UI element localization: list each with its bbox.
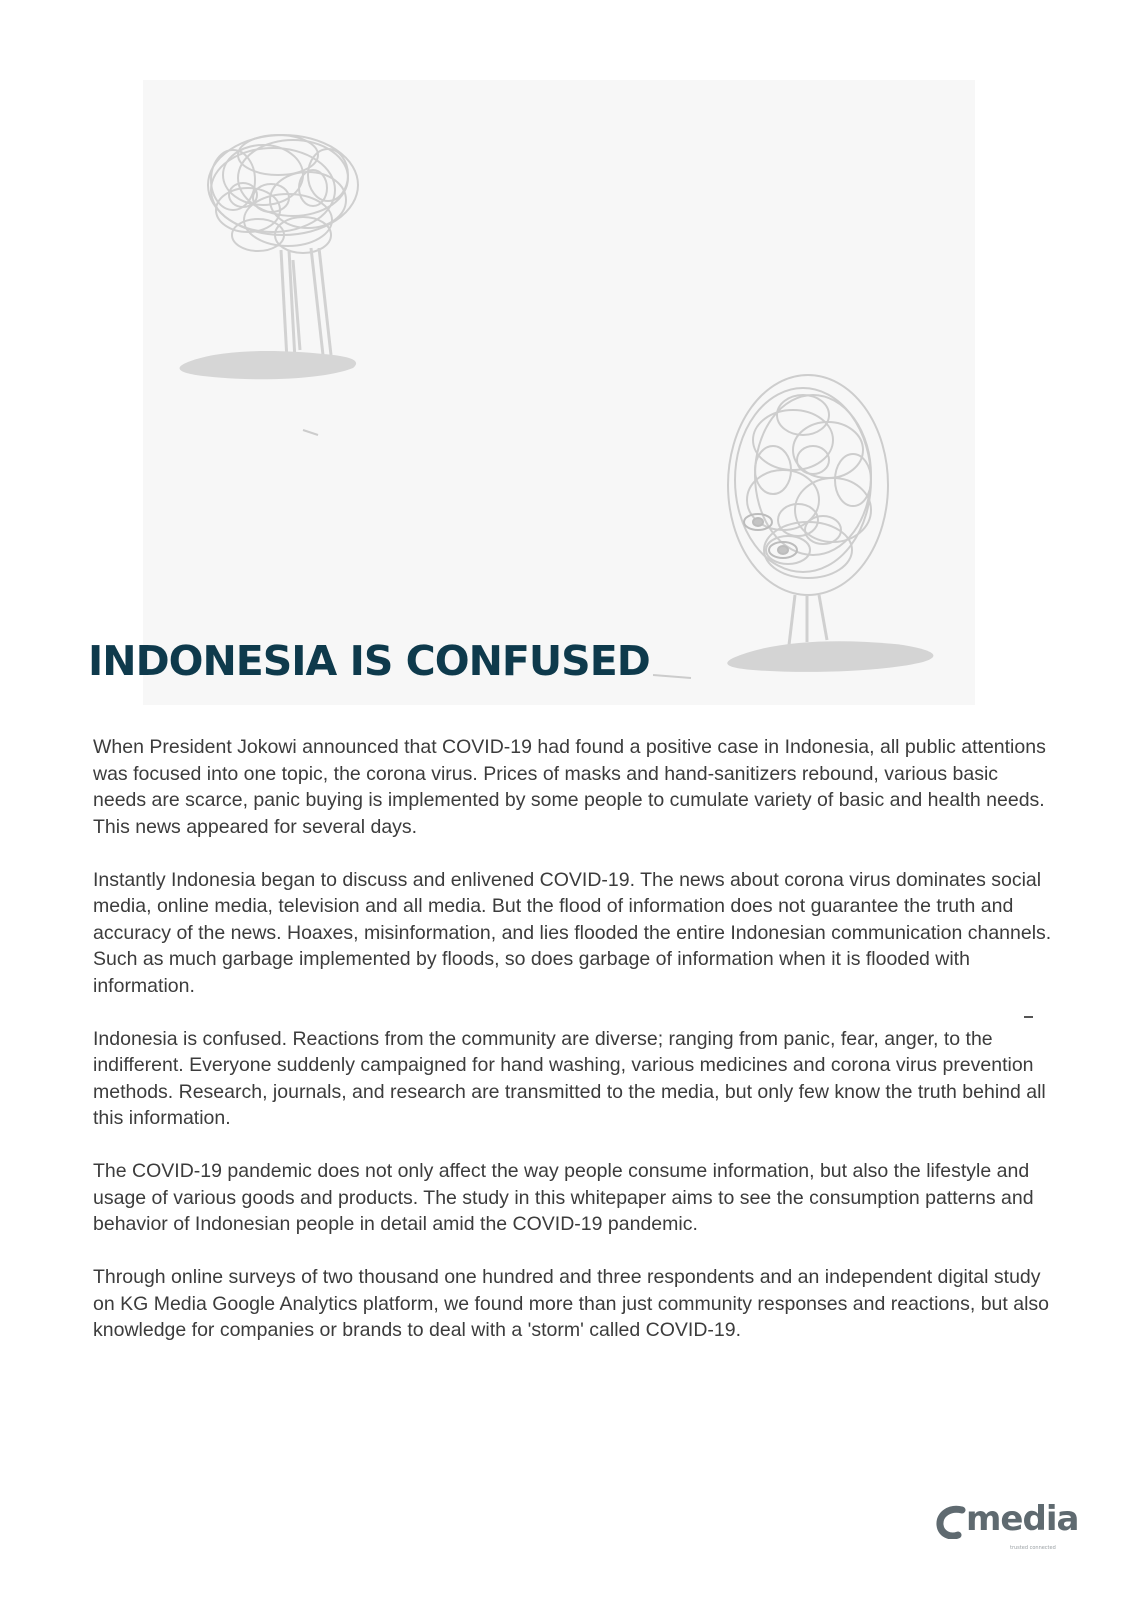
logo-tagline: trusted connected — [1010, 1545, 1056, 1551]
paragraph: Indonesia is confused. Reactions from the community are diverse; ranging from panic, fear, anger, to the indifferent. Everyone suddenly campaigned for hand washing, various medicines and corona virus prevention methods. Research, journals, and research are transmitted to the media, but only few know the truth behind all this information. — [93, 1027, 1046, 1129]
paragraph: The COVID-19 pandemic does not only affect the way people consume information, but also the lifestyle and usage of various goods and products. The study in this whitepaper aims to see the consumption patterns and behavior of Indonesian people in detail amid the COVID-19 pandemic. — [93, 1160, 1034, 1235]
cover-illustration — [143, 80, 975, 705]
left-tree-figure — [208, 135, 358, 253]
scribble-tree-figures-illustration — [143, 80, 975, 705]
left-tree-shadow — [180, 351, 357, 379]
stray-dash-mark — [1024, 1016, 1033, 1018]
right-tree-legs — [789, 595, 827, 645]
paragraph: Instantly Indonesia began to discuss and enlivened COVID-19. The news about corona virus dominates social media, online media, television and all media. But the flood of information does not guarantee the truth and accuracy of the news. Hoaxes, misinformation, and lies flooded the entire Indonesian communication channels. Such as much garbage implemented by floods, so does garbage of information when it is flooded with information. — [93, 868, 1052, 997]
kg-media-logo — [936, 1499, 1079, 1557]
paragraph: Through online surveys of two thousand one hundred and three respondents and an independent digital study on KG Media Google Analytics platform, we found more than just community responses and reactions, but also knowledge for companies or brands to deal with a 'storm' called COVID-19. — [93, 1266, 1049, 1341]
right-tree-shadow — [727, 641, 933, 672]
page-title: INDONESIA IS CONFUSED — [88, 637, 650, 685]
right-tree-figure — [728, 375, 888, 595]
logo-wordmark: media — [966, 1499, 1079, 1539]
body-text — [93, 734, 1053, 1370]
left-tree-legs — [281, 248, 331, 360]
paragraph: When President Jokowi announced that COVID-19 had found a positive case in Indonesia, all public attentions was focused into one topic, the corona virus. Prices of masks and hand-sanitizers rebound, various basic needs are scarce, panic buying is implemented by some people to cumulate variety of basic and health needs. This news appeared for several days. — [93, 736, 1046, 838]
